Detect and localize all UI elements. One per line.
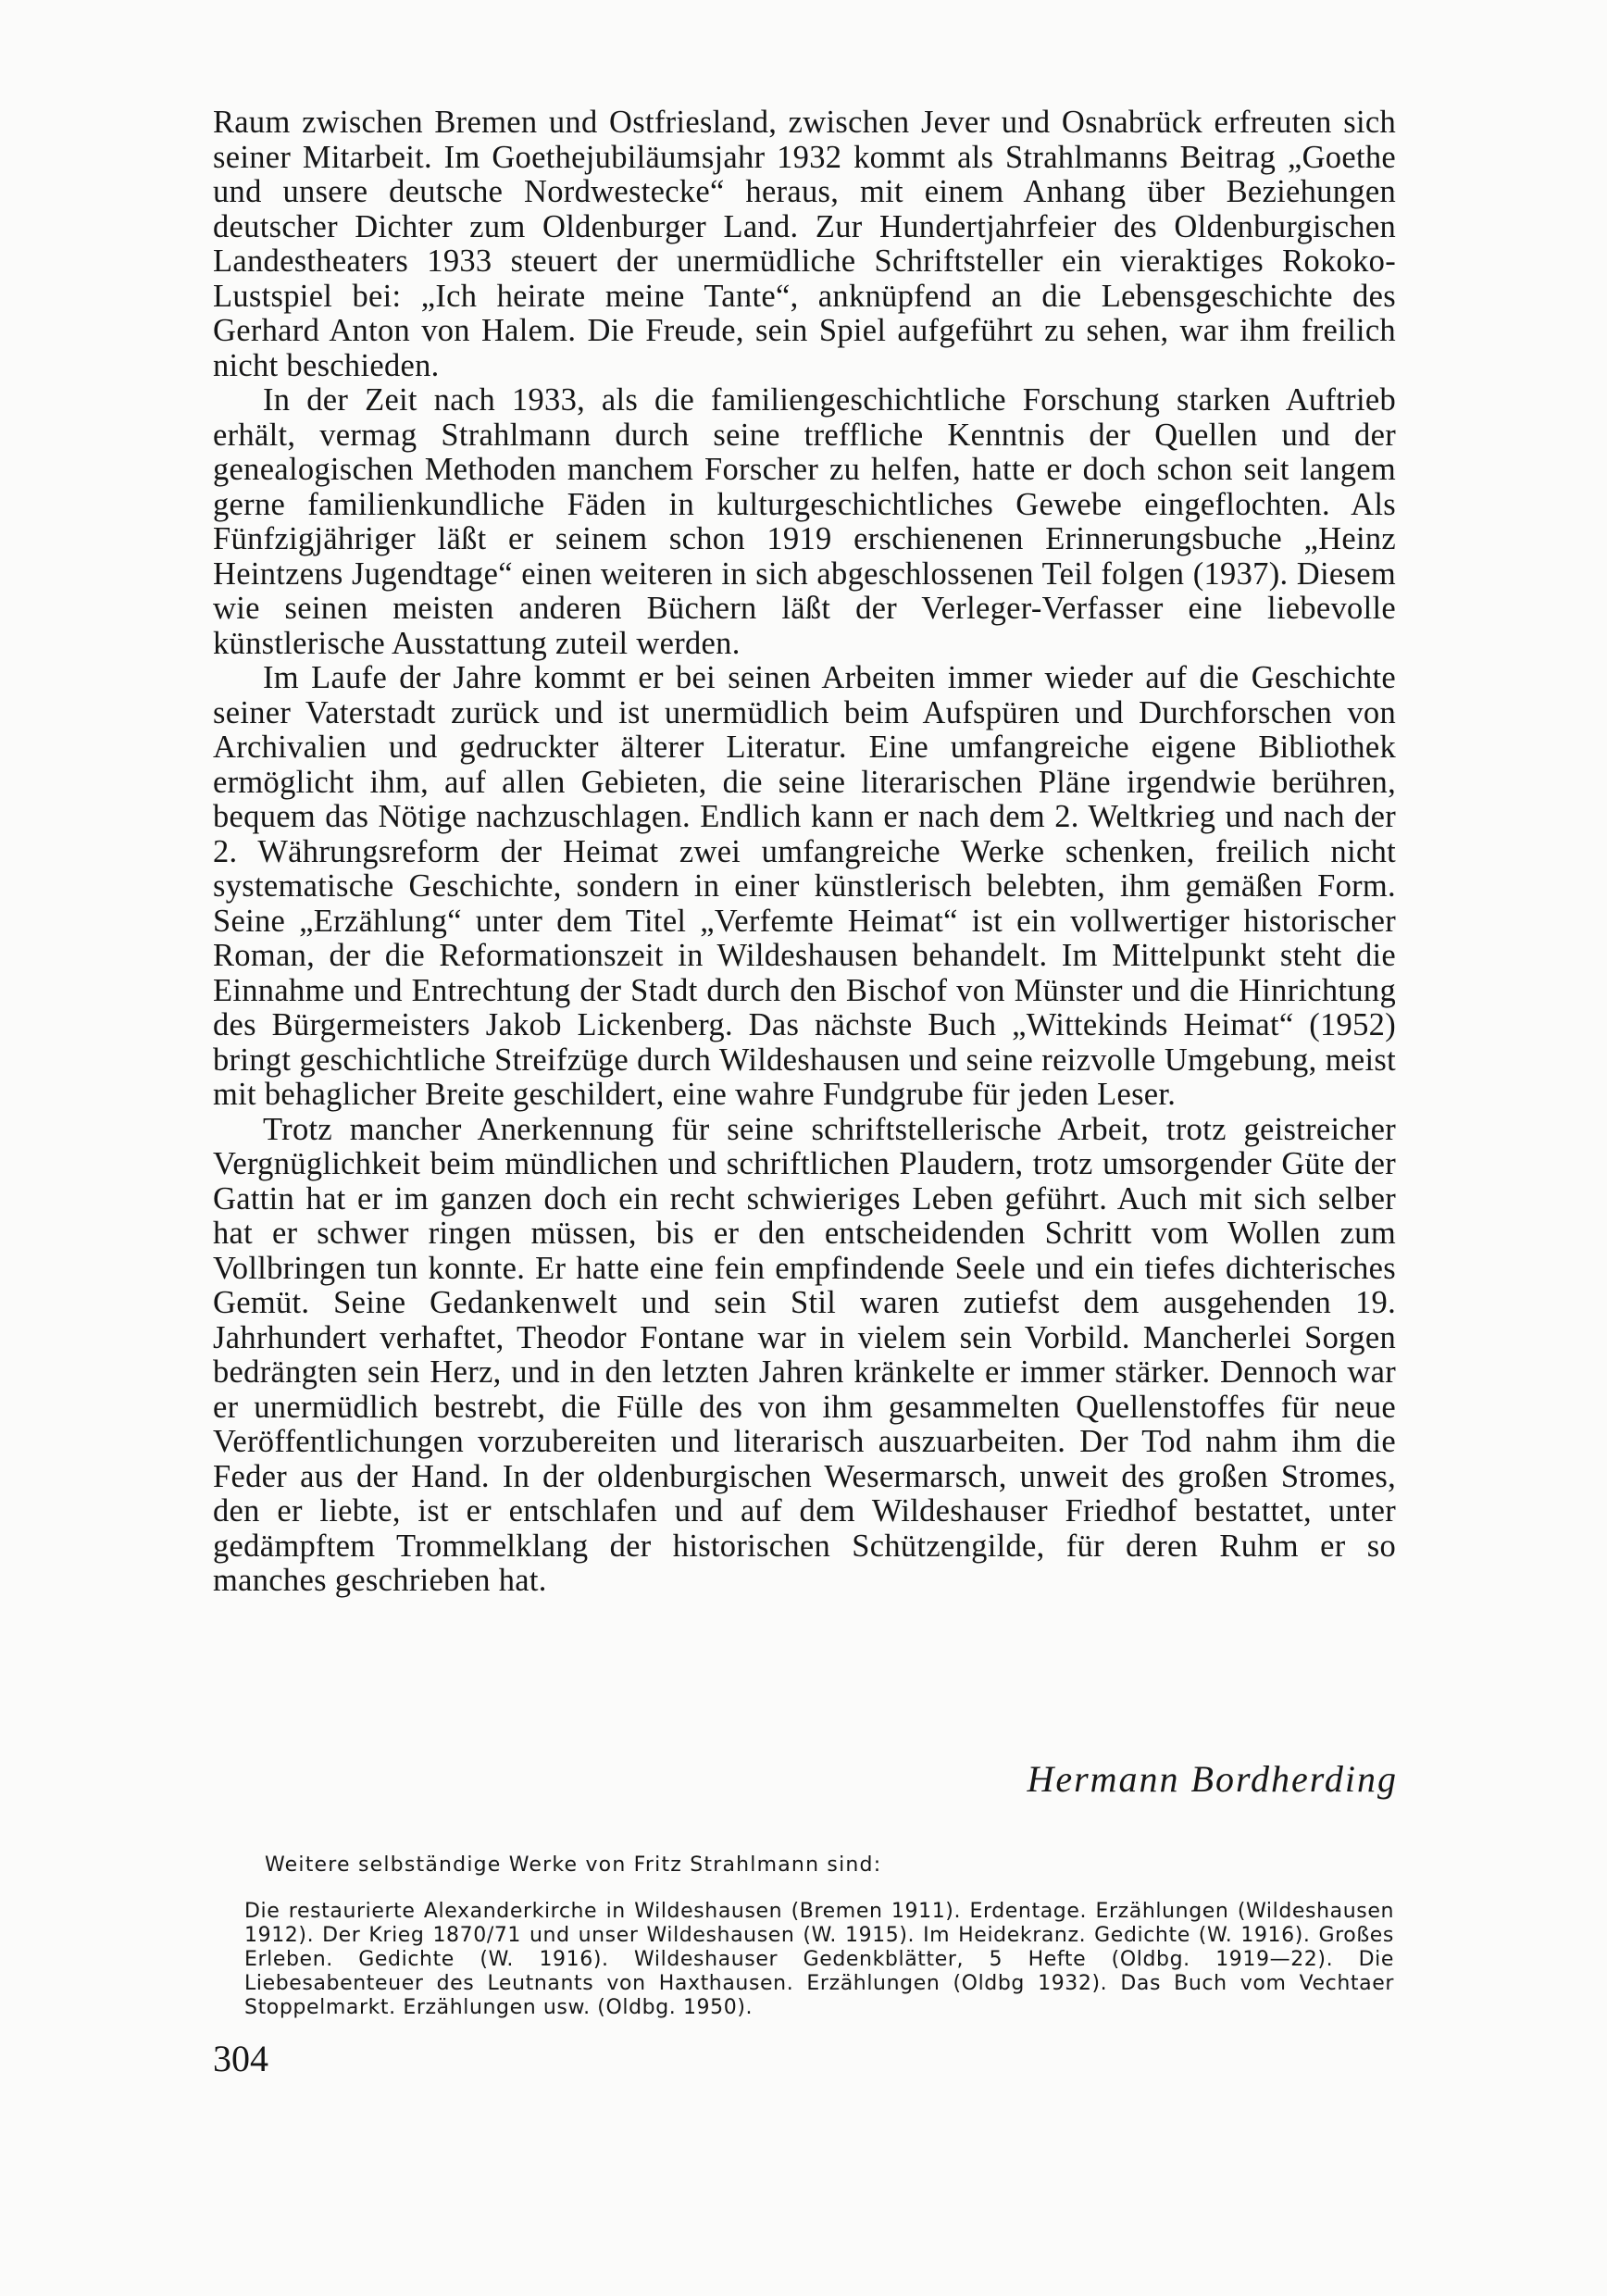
page-number: 304 [213,2038,268,2079]
paragraph-1: Raum zwischen Bremen und Ostfriesland, zwischen Jever und Osnabrück erfreuten sich seiner Mitarbeit. Im Goethejubiläumsjahr 1932 kommt als Strahlmanns Beitrag „Goethe und unsere deutsche Nordwestecke“ heraus, mit einem Anhang über Beziehungen deutscher Dichter zum Oldenburger Land. Zur Hundertjahrfeier des Oldenburgischen Landestheaters 1933 steuert der unermüdliche Schriftsteller ein vieraktiges Rokoko-Lustspiel bei: „Ich heirate meine Tante“, anknüpfend an die Lebensgeschichte des Gerhard Anton von Halem. Die Freude, sein Spiel aufgeführt zu sehen, war ihm freilich nicht beschieden. [213,105,1396,383]
main-text [213,106,1396,1599]
works-heading: Weitere selbständige Werke von Fritz Strahlmann sind: [265,1853,882,1877]
paragraph-2: In der Zeit nach 1933, als die familiengeschichtliche Forschung starken Auftrieb erhält, vermag Strahlmann durch seine treffliche Kenntnis der Quellen und der genealogischen Methoden manchem Forscher zu helfen, hatte er doch schon seit langem gerne familienkundliche Fäden in kulturgeschichtliches Gewebe eingeflochten. Als Fünfzigjähriger läßt er seinem schon 1919 erschienenen Erinnerungsbuche „Heinz Heintzens Jugendtage“ einen weiteren in sich abgeschlossenen Teil folgen (1937). Diesem wie seinen meisten anderen Büchern läßt der Verleger-Verfasser eine liebevolle künstlerische Ausstattung zuteil werden. [213,382,1396,661]
paragraph-3: Im Laufe der Jahre kommt er bei seinen Arbeiten immer wieder auf die Geschichte seiner Vaterstadt zurück und ist unermüdlich beim Aufspüren und Durchforschen von Archivalien und gedruckter älterer Literatur. Eine umfangreiche eigene Bibliothek ermöglicht ihm, auf allen Gebieten, die seine literarischen Pläne irgendwie berühren, bequem das Nötige nachzuschlagen. Endlich kann er nach dem 2. Weltkrieg und nach der 2. Währungsreform der Heimat zwei umfangreiche Werke schenken, freilich nicht systematische Geschichte, sondern in einer künstlerisch belebten, ihm gemäßen Form. Seine „Erzählung“ unter dem Titel „Verfemte Heimat“ ist ein vollwertiger historischer Roman, der die Reformationszeit in Wildeshausen behandelt. Im Mittelpunkt steht die Einnahme und Entrechtung der Stadt durch den Bischof von Münster und die Hinrichtung des Bürgermeisters Jakob Lickenberg. Das nächste Buch „Wittekinds Heimat“ (1952) bringt geschichtliche Streifzüge durch Wildeshausen und seine reizvolle Umgebung, meist mit behaglicher Breite geschildert, eine wahre Fundgrube für jeden Leser. [213,660,1396,1112]
works-list: Die restaurierte Alexanderkirche in Wildeshausen (Bremen 1911). Erdentage. Erzählungen (Wildeshausen 1912). Der Krieg 1870/71 und unser Wildeshausen (W. 1915). Im Heidekranz. Gedichte (W. 1916). Großes Erleben. Gedichte (W. 1916). Wildeshauser Gedenkblätter, 5 Hefte (Oldbg. 1919—22). Die Liebesabenteuer des Leutnants von Haxthausen. Erzählungen (Oldbg 1932). Das Buch vom Vechtaer Stoppelmarkt. Erzählungen usw. (Oldbg. 1950). [244,1900,1394,2019]
author-signature: Hermann Bordherding [1027,1758,1398,1800]
paragraph-4: Trotz mancher Anerkennung für seine schriftstellerische Arbeit, trotz geistreicher Vergnüglichkeit beim mündlichen und schriftlichen Plaudern, trotz umsorgender Güte der Gattin hat er im ganzen doch ein recht schwieriges Leben geführt. Auch mit sich selber hat er schwer ringen müssen, bis er den entscheidenden Schritt vom Wollen zum Vollbringen tun konnte. Er hatte eine fein empfindende Seele und ein tiefes dichterisches Gemüt. Seine Gedankenwelt und sein Stil waren zutiefst dem ausgehenden 19. Jahrhundert verhaftet, Theodor Fontane war in vielem sein Vorbild. Mancherlei Sorgen bedrängten sein Herz, und in den letzten Jahren kränkelte er immer stärker. Dennoch war er unermüdlich bestrebt, die Fülle des von ihm gesammelten Quellenstoffes für neue Veröffentlichungen vorzubereiten und literarisch auszuarbeiten. Der Tod nahm ihm die Feder aus der Hand. In der oldenburgischen Wesermarsch, unweit des großen Stromes, den er liebte, ist er entschlafen und auf dem Wildeshauser Friedhof bestattet, unter gedämpftem Trommelklang der historischen Schützengilde, für deren Ruhm er so manches geschrieben hat. [213,1111,1396,1598]
